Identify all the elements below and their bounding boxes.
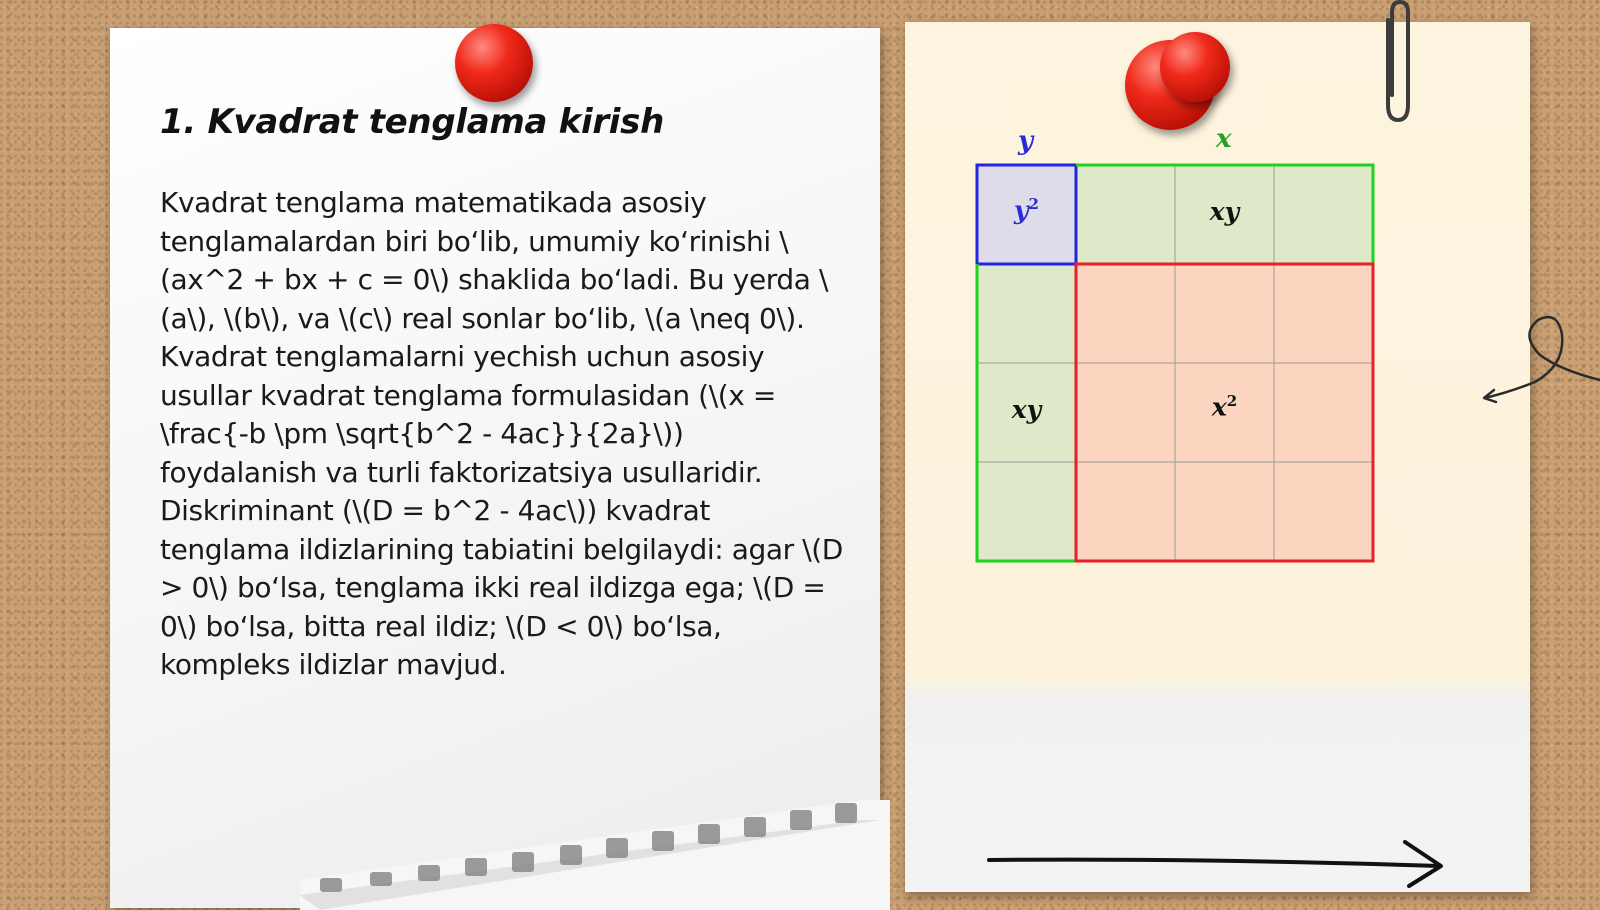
curly-arrow-icon (1480, 310, 1600, 410)
cell-label-xy-top: xy (1209, 197, 1240, 226)
cell-label-base: x (1211, 392, 1227, 422)
body-paragraph: Kvadrat tenglama matematikada asosiy tenglamalardan biri bo‘lib, umumiy ko‘rinishi \(ax^2 + bx + c = 0\) shaklida bo‘ladi. Bu yerda \(a\), \(b\), va \(c\) real sonlar bo‘lib, \(a \neq 0\). Kvadrat tenglamalarni yechish uchun asosiy usullar kvadrat tenglama formulasidan (\(x = \frac{-b \pm \sqrt{b^2 - 4ac}}{2a}\)) foydalanish va turli faktorizatsiya usullaridir. Diskriminant (\(D = b^2 - 4ac\)) kvadrat tenglama ildizlarining tabiatini belgilaydi: agar \(D > 0\) bo‘lsa, tenglama ikki real ildizga ega; \(D = 0\) bo‘lsa, bitta real ildiz; \(D < 0\) bo‘lsa, kompleks ildizlar mavjud. (160, 186, 843, 681)
column-label-x: x (1216, 124, 1232, 154)
cell-label-base: y (1014, 195, 1029, 225)
cell-label-exponent: 2 (1226, 392, 1238, 410)
cell-label-exponent: 2 (1028, 195, 1039, 213)
page-title: 1. Kvadrat tenglama kirish (160, 102, 664, 142)
cell-label-xy-left: xy (1011, 395, 1042, 424)
column-label-y: y (1018, 126, 1034, 156)
long-arrow-right-icon (985, 838, 1450, 888)
pushpin-icon (1160, 32, 1230, 102)
cell-label-y-squared (977, 195, 1076, 224)
pushpin-icon (455, 24, 533, 102)
paper-clip-icon (1376, 0, 1416, 125)
torn-paper-strip (300, 800, 890, 910)
cell-label-x-squared (1175, 392, 1274, 421)
